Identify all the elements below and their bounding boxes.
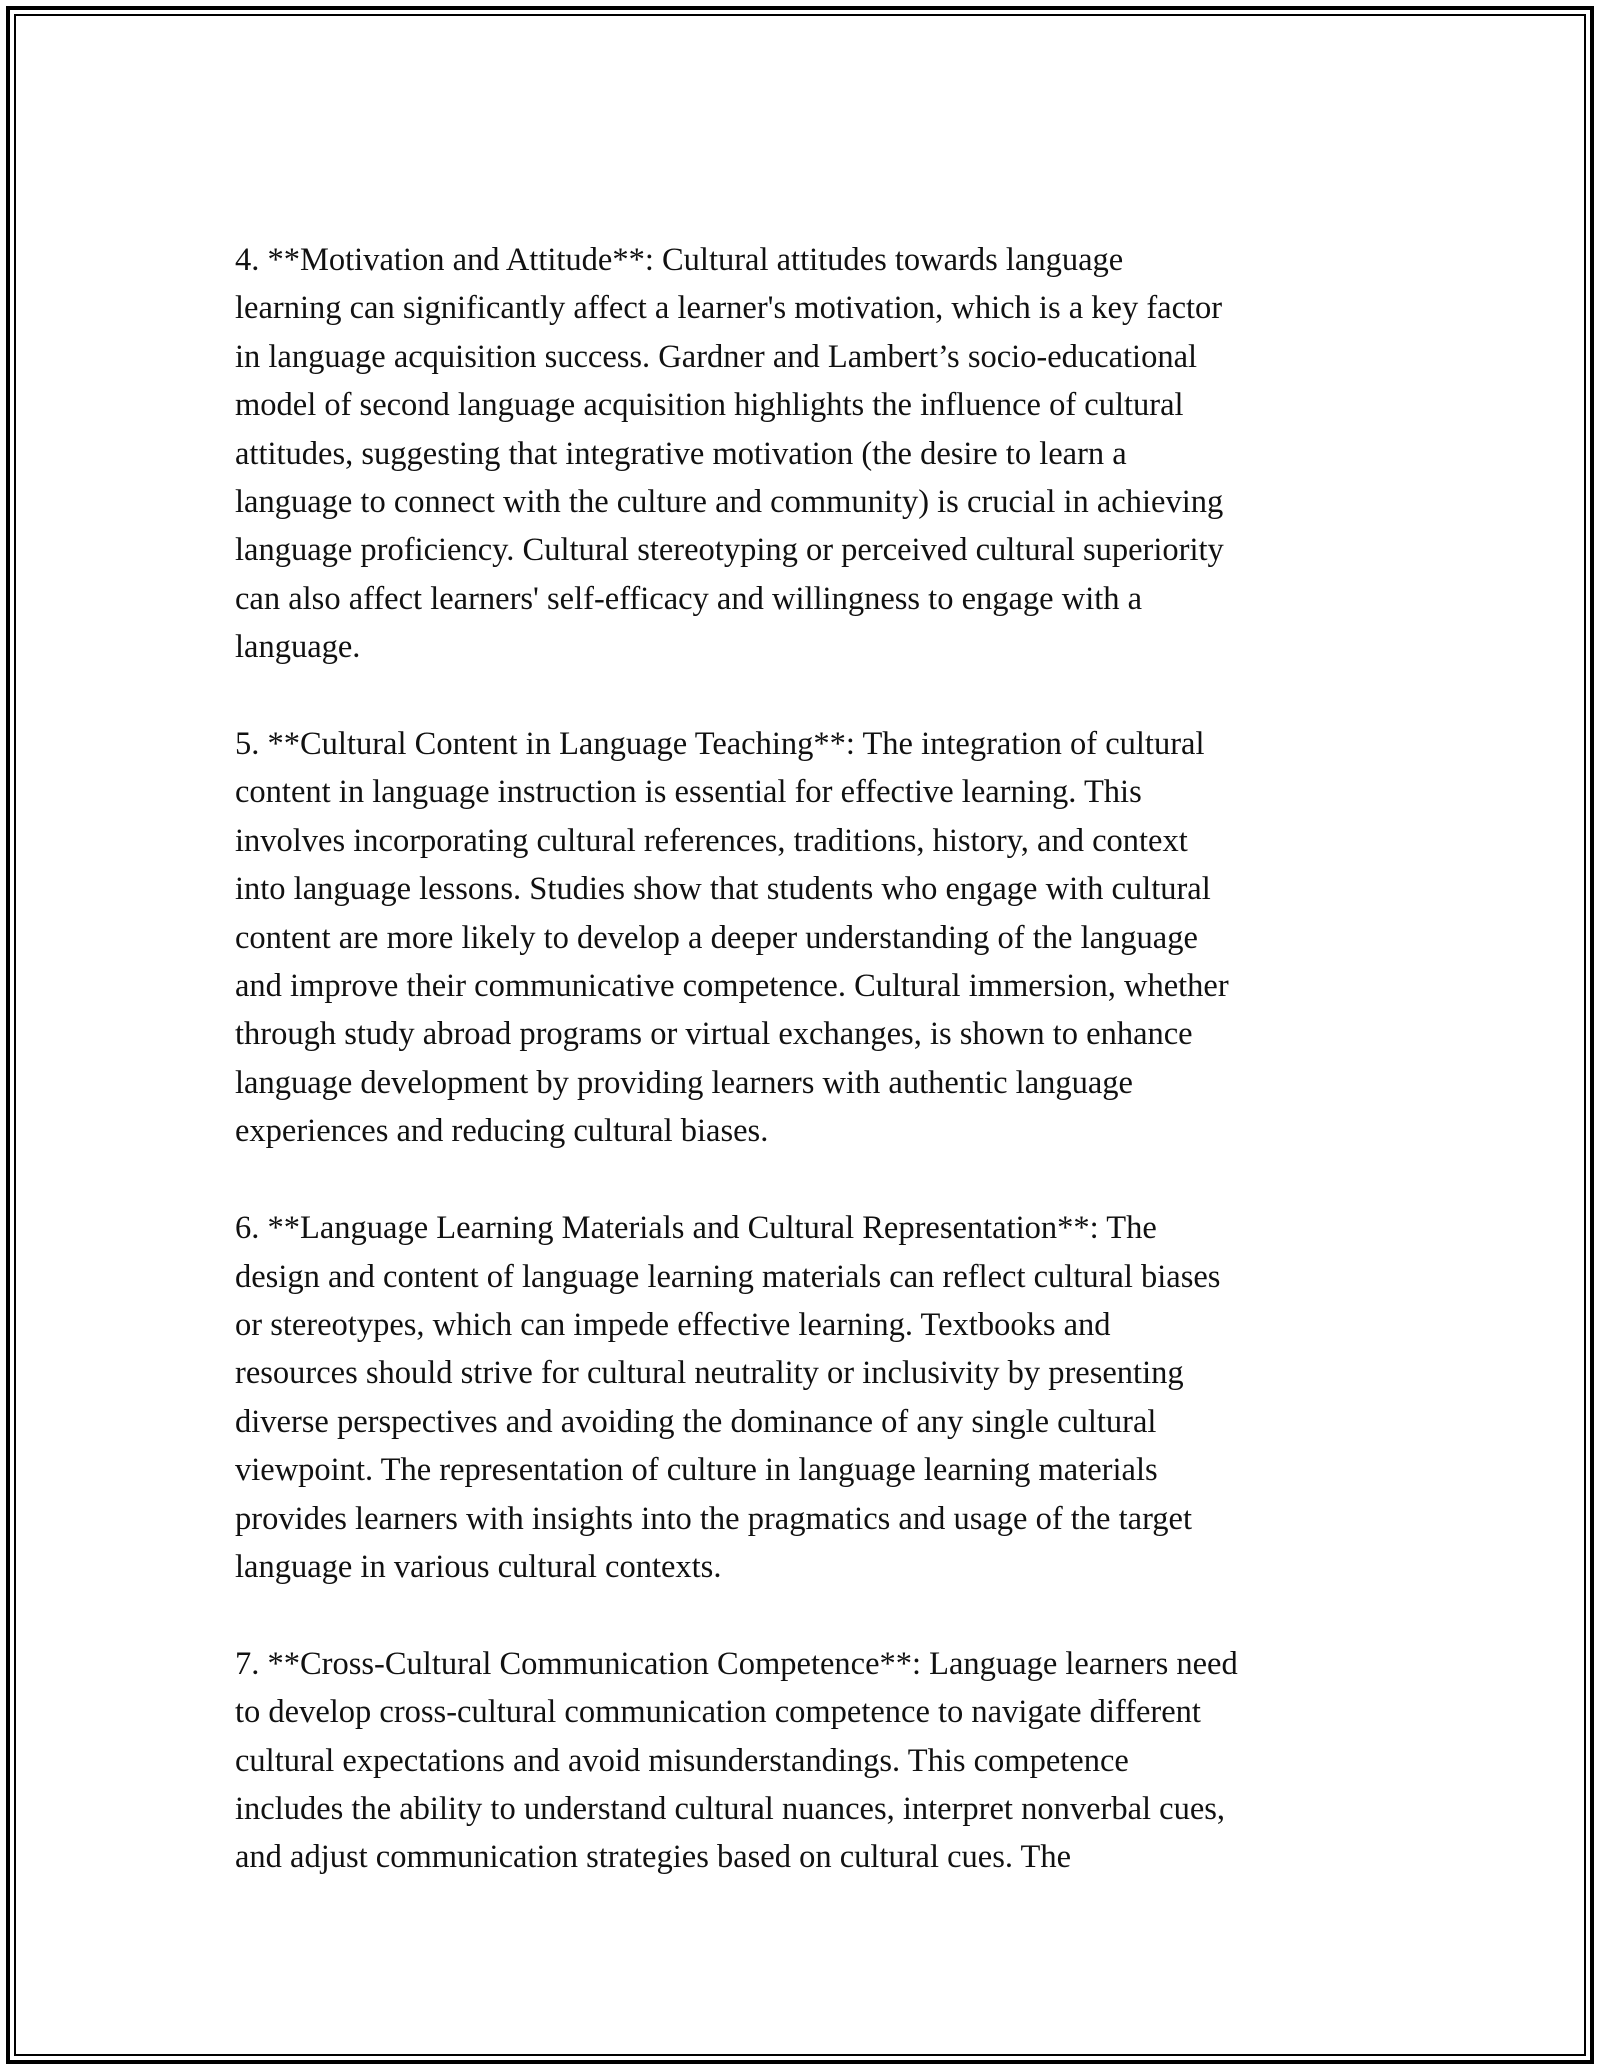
text-line: cultural expectations and avoid misunderstandings. This competence: [235, 1742, 1129, 1779]
text-line: 7. **Cross-Cultural Communication Competence**: Language learners need: [235, 1645, 1238, 1682]
text-line: and adjust communication strategies based on cultural cues. The: [235, 1839, 1072, 1876]
text-line: language.: [235, 629, 361, 666]
text-line: involves incorporating cultural references, traditions, history, and context: [235, 822, 1188, 859]
document-body: [235, 236, 1375, 1882]
paragraph-cultural-content: [235, 720, 1375, 1156]
text-line: diverse perspectives and avoiding the dominance of any single cultural: [235, 1403, 1157, 1440]
text-line: 4. **Motivation and Attitude**: Cultural attitudes towards language: [235, 242, 1124, 278]
text-line: content in language instruction is essential for effective learning. This: [235, 774, 1142, 811]
paragraph-cross-cultural-competence: [235, 1640, 1375, 1882]
text-line: provides learners with insights into the pragmatics and usage of the target: [235, 1500, 1193, 1537]
text-line: can also affect learners' self-efficacy and willingness to engage with a: [235, 580, 1143, 617]
text-line: language to connect with the culture and community) is crucial in achieving: [235, 484, 1224, 521]
text-line: experiences and reducing cultural biases.: [235, 1113, 769, 1150]
text-line: viewpoint. The representation of culture in language learning materials: [235, 1452, 1158, 1489]
paragraph-learning-materials: [235, 1204, 1375, 1591]
text-line: in language acquisition success. Gardner and Lambert’s socio-educational: [235, 338, 1198, 375]
text-line: design and content of language learning materials can reflect cultural biases: [235, 1258, 1221, 1295]
text-line: learning can significantly affect a learner's motivation, which is a key factor: [235, 290, 1223, 327]
text-line: attitudes, suggesting that integrative motivation (the desire to learn a: [235, 435, 1127, 472]
text-line: into language lessons. Studies show that students who engage with cultural: [235, 871, 1211, 908]
text-line: resources should strive for cultural neutrality or inclusivity by presenting: [235, 1355, 1184, 1392]
text-line: language development by providing learners with authentic language: [235, 1064, 1133, 1101]
text-line: 5. **Cultural Content in Language Teaching**: The integration of cultural: [235, 726, 1205, 763]
text-line: to develop cross-cultural communication competence to navigate different: [235, 1694, 1201, 1731]
text-line: through study abroad programs or virtual exchanges, is shown to enhance: [235, 1016, 1193, 1053]
paragraph-motivation-and-attitude: [235, 236, 1375, 672]
text-line: language in various cultural contexts.: [235, 1548, 722, 1585]
text-line: 6. **Language Learning Materials and Cultural Representation**: The: [235, 1210, 1157, 1247]
text-line: and improve their communicative competence. Cultural immersion, whether: [235, 968, 1229, 1005]
text-line: includes the ability to understand cultural nuances, interpret nonverbal cues,: [235, 1790, 1226, 1827]
text-line: model of second language acquisition highlights the influence of cultural: [235, 387, 1184, 424]
text-line: content are more likely to develop a deeper understanding of the language: [235, 919, 1198, 956]
text-line: or stereotypes, which can impede effective learning. Textbooks and: [235, 1306, 1111, 1343]
text-line: language proficiency. Cultural stereotyping or perceived cultural superiority: [235, 532, 1224, 569]
